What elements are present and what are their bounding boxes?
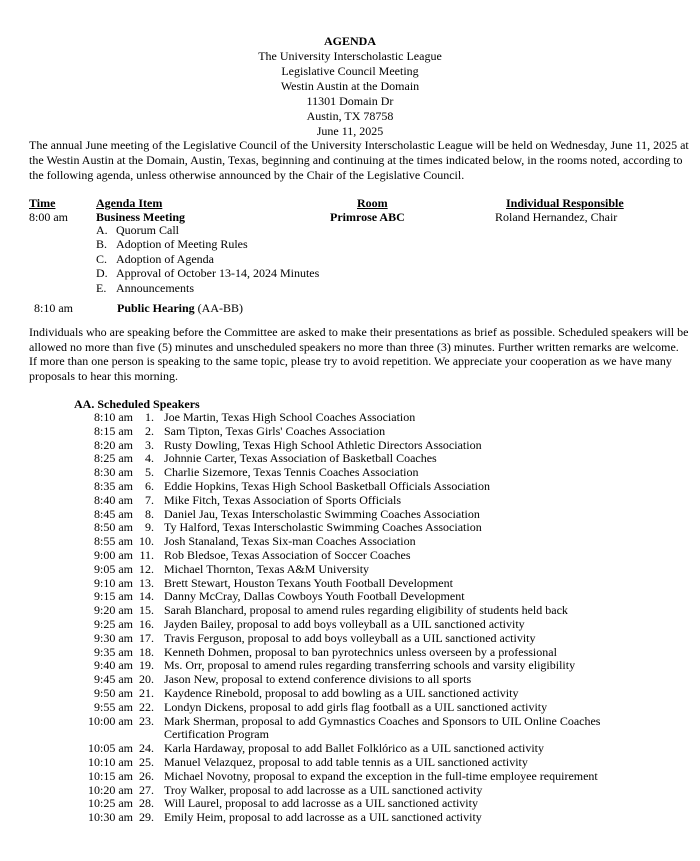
list-item (0, 659, 700, 673)
speaker-time: 9:55 am (94, 699, 133, 714)
list-item (0, 549, 700, 563)
list-item (0, 452, 700, 466)
speaker-time: 9:30 am (94, 630, 133, 645)
speaker-description: Kaydence Rinebold, proposal to add bowling as a UIL sanctioned activity (164, 685, 519, 700)
speaker-number: 21. (139, 685, 154, 700)
speaker-time: 8:55 am (94, 534, 133, 549)
header-line-city: Austin, TX 78758 (306, 109, 394, 123)
list-item (0, 494, 700, 508)
list-item (0, 590, 700, 604)
speaker-number: 10. (139, 534, 154, 549)
list-item (0, 535, 700, 549)
speaker-number: 14. (139, 589, 154, 604)
list-item: D. Approval of October 13-14, 2024 Minutes (96, 266, 320, 281)
speaker-number: 28. (139, 796, 154, 811)
speaker-time: 8:10 am (94, 410, 133, 424)
header-line-meeting: Legislative Council Meeting (281, 64, 419, 78)
speaker-time: 9:00 am (94, 547, 133, 562)
speaker-time: 10:05 am (88, 741, 133, 756)
speaker-time: 9:45 am (94, 672, 133, 687)
speaker-time: 10:25 am (88, 796, 133, 811)
list-item (0, 577, 700, 591)
column-header-individual-responsible: Individual Responsible (506, 196, 624, 210)
hearing-instructions: Individuals who are speaking before the Committee are asked to make their presentations as brief as possible. Scheduled speakers will be allowed no more than five (5) minutes and unscheduled speakers no more than three (3) minutes. Further written remarks are welcome. If more than one person is speaking to the same topic, please try to avoid repetition. We appreciate your cooperation as we have many proposals to hear this morning. (29, 325, 689, 383)
speaker-number: 17. (139, 630, 154, 645)
speaker-number: 8. (145, 506, 154, 521)
list-item (0, 687, 700, 701)
speaker-number: 20. (139, 672, 154, 687)
business-meeting-title: Business Meeting (96, 210, 186, 224)
speaker-description: Jason New, proposal to extend conference divisions to all sports (164, 672, 472, 687)
speaker-number: 19. (139, 658, 154, 673)
list-item (0, 508, 700, 522)
speaker-description: Rusty Dowling, Texas High School Athletic Directors Association (164, 437, 482, 452)
speaker-time: 9:15 am (94, 589, 133, 604)
speaker-number: 1. (145, 410, 154, 424)
speaker-time: 9:05 am (94, 561, 133, 576)
speaker-time: 8:25 am (94, 451, 133, 466)
speaker-description: Sam Tipton, Texas Girls' Coaches Association (164, 423, 386, 438)
speaker-number: 13. (139, 575, 154, 590)
speaker-description: Will Laurel, proposal to add lacrosse as a UIL sanctioned activity (164, 796, 478, 811)
speaker-number: 15. (139, 603, 154, 618)
speaker-time: 10:00 am (88, 713, 133, 728)
list-item (0, 632, 700, 646)
business-meeting-responsible: Roland Hernandez, Chair (495, 210, 618, 224)
speaker-description: Ty Halford, Texas Interscholastic Swimming Coaches Association (164, 520, 482, 535)
speaker-number: 25. (139, 754, 154, 769)
speaker-number: 9. (145, 520, 154, 535)
header-line-street: 11301 Domain Dr (306, 94, 394, 108)
speaker-time: 8:50 am (94, 520, 133, 535)
speaker-description: Eddie Hopkins, Texas High School Basketball Officials Association (164, 478, 491, 493)
speaker-description: Michael Thornton, Texas A&M University (164, 561, 370, 576)
speaker-description: Troy Walker, proposal to add lacrosse as a UIL sanctioned activity (164, 782, 483, 797)
speaker-description: Manuel Velazquez, proposal to add table tennis as a UIL sanctioned activity (164, 754, 528, 769)
speaker-number: 4. (145, 451, 154, 466)
speaker-description: Sarah Blanchard, proposal to amend rules regarding eligibility of students held back (164, 603, 568, 618)
speaker-number: 5. (145, 465, 154, 480)
speaker-number: 26. (139, 768, 154, 783)
list-item (0, 756, 700, 770)
list-item (0, 480, 700, 494)
speaker-time: 9:40 am (94, 658, 133, 673)
speaker-time: 9:35 am (94, 644, 133, 659)
speaker-number: 27. (139, 782, 154, 797)
speaker-number: 7. (145, 492, 154, 507)
speaker-description: Josh Stanaland, Texas Six-man Coaches Association (164, 534, 416, 549)
list-item (0, 797, 700, 811)
speaker-list (0, 411, 700, 825)
speaker-time: 8:15 am (94, 423, 133, 438)
list-item (0, 770, 700, 784)
speaker-number: 24. (139, 741, 154, 756)
speaker-description: Kenneth Dohmen, proposal to ban pyrotechnics unless overseen by a professional (164, 644, 557, 659)
speaker-time: 8:30 am (94, 465, 133, 480)
speaker-number: 23. (139, 713, 154, 728)
public-hearing-row (0, 301, 700, 315)
speaker-number: 2. (145, 423, 154, 438)
column-headers (0, 196, 700, 210)
list-item (0, 811, 700, 825)
speaker-number: 16. (139, 616, 154, 631)
speaker-number: 12. (139, 561, 154, 576)
speaker-time: 8:45 am (94, 506, 133, 521)
list-item (0, 742, 700, 756)
list-item (0, 466, 700, 480)
column-header-room: Room (357, 196, 388, 210)
speaker-number: 22. (139, 699, 154, 714)
speaker-description: Charlie Sizemore, Texas Tennis Coaches Association (164, 465, 419, 480)
speaker-time: 10:20 am (88, 782, 133, 797)
public-hearing-time: 8:10 am (34, 301, 73, 315)
speaker-description: Mike Fitch, Texas Association of Sports Officials (164, 492, 402, 507)
column-header-time: Time (29, 196, 56, 210)
speaker-description: Londyn Dickens, proposal to add girls flag football as a UIL sanctioned activity (164, 699, 548, 714)
speaker-time: 9:10 am (94, 575, 133, 590)
list-item (0, 521, 700, 535)
header-line-venue: Westin Austin at the Domain (280, 79, 420, 93)
speaker-description: Daniel Jau, Texas Interscholastic Swimming Coaches Association (164, 506, 480, 521)
speaker-time: 8:20 am (94, 437, 133, 452)
speaker-time: 9:20 am (94, 603, 133, 618)
speaker-description: Karla Hardaway, proposal to add Ballet Folklórico as a UIL sanctioned activity (164, 741, 544, 756)
speaker-description: Jayden Bailey, proposal to add boys volleyball as a UIL sanctioned activity (164, 616, 525, 631)
speaker-time: 8:35 am (94, 478, 133, 493)
speaker-description: Mark Sherman, proposal to add Gymnastics Coaches and Sponsors to UIL Online Coaches Certification Program (164, 713, 601, 742)
speaker-number: 11. (139, 547, 154, 562)
speaker-time: 9:25 am (94, 616, 133, 631)
speaker-time: 9:50 am (94, 685, 133, 700)
speaker-number: 18. (139, 644, 154, 659)
list-item (0, 715, 700, 743)
list-item: B. Adoption of Meeting Rules (96, 237, 248, 252)
speaker-description: Emily Heim, proposal to add lacrosse as a UIL sanctioned activity (164, 810, 482, 825)
speaker-number: 29. (139, 810, 154, 825)
document-header (0, 34, 700, 139)
speaker-number: 3. (145, 437, 154, 452)
speaker-time: 10:15 am (88, 768, 133, 783)
list-item (0, 604, 700, 618)
intro-paragraph: The annual June meeting of the Legislative Council of the University Interscholastic League will be held on Wednesday, June 11, 2025 at the Westin Austin at the Domain, Austin, Texas, beginning and continuing at the times indicated below, in the rooms noted, according to the following agenda, unless otherwise announced by the Chair of the Legislative Council. (29, 138, 689, 182)
speaker-description: Michael Novotny, proposal to expand the exception in the full-time employee requirement (164, 768, 598, 783)
speaker-description: Rob Bledsoe, Texas Association of Soccer Coaches (164, 547, 411, 562)
scheduled-speakers-heading: AA. Scheduled Speakers (74, 397, 200, 411)
list-item (0, 701, 700, 715)
business-meeting-time: 8:00 am (29, 210, 68, 224)
list-item: A. Quorum Call (96, 223, 179, 237)
speaker-time: 10:30 am (88, 810, 133, 825)
column-header-agenda-item: Agenda Item (96, 196, 163, 210)
speaker-description: Danny McCray, Dallas Cowboys Youth Football Development (164, 589, 465, 604)
speaker-number: 6. (145, 478, 154, 493)
list-item (0, 411, 700, 425)
business-meeting-row (0, 210, 700, 224)
public-hearing-title: Public Hearing (AA-BB) (117, 301, 243, 315)
list-item (0, 425, 700, 439)
header-line-organization: The University Interscholastic League (258, 49, 442, 63)
list-item: C. Adoption of Agenda (96, 251, 214, 266)
speaker-description: Travis Ferguson, proposal to add boys volleyball as a UIL sanctioned activity (164, 630, 536, 645)
list-item (0, 673, 700, 687)
list-item (0, 646, 700, 660)
header-line-date: June 11, 2025 (316, 124, 384, 138)
speaker-description: Brett Stewart, Houston Texans Youth Football Development (164, 575, 453, 590)
business-subitems (96, 223, 319, 295)
speaker-description: Johnnie Carter, Texas Association of Basketball Coaches (164, 451, 437, 466)
speaker-time: 10:10 am (88, 754, 133, 769)
speaker-description: Ms. Orr, proposal to amend rules regarding transferring schools and varsity eligibility (164, 658, 576, 673)
speaker-time: 8:40 am (94, 492, 133, 507)
document-title: AGENDA (323, 34, 376, 48)
list-item (0, 439, 700, 453)
speaker-description: Joe Martin, Texas High School Coaches Association (164, 410, 416, 424)
list-item: E. Announcements (96, 280, 194, 295)
list-item (0, 784, 700, 798)
list-item (0, 618, 700, 632)
business-meeting-room: Primrose ABC (330, 210, 405, 224)
list-item (0, 563, 700, 577)
